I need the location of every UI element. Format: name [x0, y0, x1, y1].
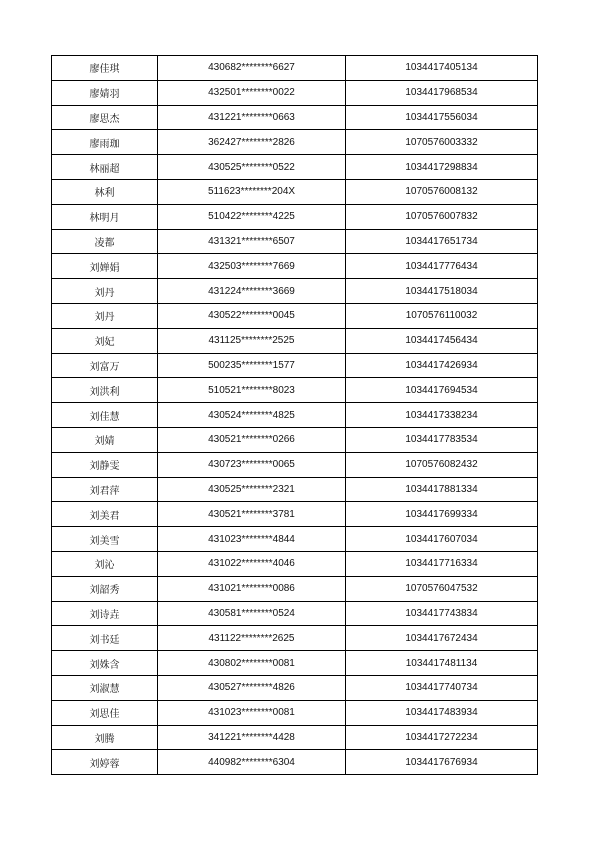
id-number-cell: 432501********0022 — [158, 80, 346, 105]
id-number-cell: 431221********0663 — [158, 105, 346, 130]
table-row — [52, 204, 538, 229]
id-number-cell: 431125********2525 — [158, 328, 346, 353]
exam-number-cell: 1034417968534 — [346, 80, 538, 105]
candidate-name-cell: 林利 — [52, 179, 158, 204]
candidate-name-cell: 凌都 — [52, 229, 158, 254]
table-row — [52, 551, 538, 576]
candidate-name-cell: 林丽超 — [52, 155, 158, 180]
id-number-cell: 431224********3669 — [158, 279, 346, 304]
candidate-name-cell: 刘丹 — [52, 279, 158, 304]
table-row — [52, 700, 538, 725]
exam-number-cell: 1034417483934 — [346, 700, 538, 725]
candidate-name-cell: 刘思佳 — [52, 700, 158, 725]
id-number-cell: 430581********0524 — [158, 601, 346, 626]
table-row — [52, 576, 538, 601]
candidate-name-cell: 刘美君 — [52, 502, 158, 527]
candidate-name-cell: 刘沁 — [52, 551, 158, 576]
exam-number-cell: 1034417694534 — [346, 378, 538, 403]
table-row — [52, 750, 538, 775]
id-number-cell: 432503********7669 — [158, 254, 346, 279]
table-row — [52, 626, 538, 651]
candidate-name-cell: 刘婵娟 — [52, 254, 158, 279]
id-number-cell: 430527********4826 — [158, 675, 346, 700]
candidate-name-cell: 刘韶秀 — [52, 576, 158, 601]
exam-number-cell: 1034417716334 — [346, 551, 538, 576]
candidate-table — [51, 55, 538, 775]
table-row — [52, 130, 538, 155]
exam-number-cell: 1034417405134 — [346, 56, 538, 81]
id-number-cell: 430524********4825 — [158, 403, 346, 428]
exam-number-cell: 1070576082432 — [346, 452, 538, 477]
exam-number-cell: 1034417783534 — [346, 427, 538, 452]
exam-number-cell: 1070576007832 — [346, 204, 538, 229]
exam-number-cell: 1034417272234 — [346, 725, 538, 750]
table-row — [52, 601, 538, 626]
candidate-name-cell: 刘妃 — [52, 328, 158, 353]
exam-number-cell: 1034417481134 — [346, 651, 538, 676]
candidate-name-cell: 刘佳慧 — [52, 403, 158, 428]
exam-number-cell: 1034417881334 — [346, 477, 538, 502]
table-row — [52, 651, 538, 676]
candidate-name-cell: 刘诗垚 — [52, 601, 158, 626]
candidate-name-cell: 林明月 — [52, 204, 158, 229]
candidate-name-cell: 刘腾 — [52, 725, 158, 750]
id-number-cell: 430522********0045 — [158, 303, 346, 328]
id-number-cell: 430521********3781 — [158, 502, 346, 527]
candidate-name-cell: 廖婧羽 — [52, 80, 158, 105]
exam-number-cell: 1034417776434 — [346, 254, 538, 279]
candidate-name-cell: 刘美雪 — [52, 527, 158, 552]
candidate-name-cell: 刘君萍 — [52, 477, 158, 502]
exam-number-cell: 1034417740734 — [346, 675, 538, 700]
id-number-cell: 511623********204X — [158, 179, 346, 204]
id-number-cell: 362427********2826 — [158, 130, 346, 155]
table-row — [52, 229, 538, 254]
table-row — [52, 427, 538, 452]
id-number-cell: 430682********6627 — [158, 56, 346, 81]
candidate-name-cell: 刘富万 — [52, 353, 158, 378]
candidate-name-cell: 刘洪利 — [52, 378, 158, 403]
exam-number-cell: 1034417456434 — [346, 328, 538, 353]
candidate-name-cell: 刘婧 — [52, 427, 158, 452]
table-row — [52, 378, 538, 403]
table-row — [52, 179, 538, 204]
exam-number-cell: 1034417518034 — [346, 279, 538, 304]
id-number-cell: 430802********0081 — [158, 651, 346, 676]
candidate-name-cell: 刘书廷 — [52, 626, 158, 651]
exam-number-cell: 1034417676934 — [346, 750, 538, 775]
exam-number-cell: 1034417607034 — [346, 527, 538, 552]
table-row — [52, 56, 538, 81]
table-row — [52, 105, 538, 130]
candidate-name-cell: 刘静雯 — [52, 452, 158, 477]
exam-number-cell: 1070576003332 — [346, 130, 538, 155]
exam-number-cell: 1034417651734 — [346, 229, 538, 254]
exam-number-cell: 1034417699334 — [346, 502, 538, 527]
table-row — [52, 254, 538, 279]
table-row — [52, 279, 538, 304]
id-number-cell: 440982********6304 — [158, 750, 346, 775]
table-row — [52, 155, 538, 180]
candidate-name-cell: 刘丹 — [52, 303, 158, 328]
id-number-cell: 431023********0081 — [158, 700, 346, 725]
id-number-cell: 431023********4844 — [158, 527, 346, 552]
table-row — [52, 303, 538, 328]
id-number-cell: 431321********6507 — [158, 229, 346, 254]
id-number-cell: 430723********0065 — [158, 452, 346, 477]
id-number-cell: 500235********1577 — [158, 353, 346, 378]
table-row — [52, 725, 538, 750]
id-number-cell: 430525********2321 — [158, 477, 346, 502]
id-number-cell: 510521********8023 — [158, 378, 346, 403]
table-row — [52, 403, 538, 428]
id-number-cell: 431022********4046 — [158, 551, 346, 576]
table-row — [52, 477, 538, 502]
candidate-name-cell: 廖佳琪 — [52, 56, 158, 81]
candidate-name-cell: 刘淑慧 — [52, 675, 158, 700]
exam-number-cell: 1070576110032 — [346, 303, 538, 328]
table-row — [52, 527, 538, 552]
table-row — [52, 80, 538, 105]
table-row — [52, 675, 538, 700]
table-row — [52, 452, 538, 477]
id-number-cell: 510422********4225 — [158, 204, 346, 229]
exam-number-cell: 1034417338234 — [346, 403, 538, 428]
exam-number-cell: 1070576008132 — [346, 179, 538, 204]
exam-number-cell: 1034417672434 — [346, 626, 538, 651]
table-row — [52, 353, 538, 378]
exam-number-cell: 1034417556034 — [346, 105, 538, 130]
table-row — [52, 328, 538, 353]
candidate-name-cell: 刘婷蓉 — [52, 750, 158, 775]
candidate-name-cell: 刘姝含 — [52, 651, 158, 676]
candidate-table-body — [52, 56, 538, 775]
candidate-name-cell: 廖雨珈 — [52, 130, 158, 155]
exam-number-cell: 1034417426934 — [346, 353, 538, 378]
exam-number-cell: 1070576047532 — [346, 576, 538, 601]
table-row — [52, 502, 538, 527]
id-number-cell: 431021********0086 — [158, 576, 346, 601]
exam-number-cell: 1034417743834 — [346, 601, 538, 626]
id-number-cell: 431122********2625 — [158, 626, 346, 651]
id-number-cell: 430521********0266 — [158, 427, 346, 452]
candidate-name-cell: 廖思杰 — [52, 105, 158, 130]
id-number-cell: 341221********4428 — [158, 725, 346, 750]
exam-number-cell: 1034417298834 — [346, 155, 538, 180]
id-number-cell: 430525********0522 — [158, 155, 346, 180]
